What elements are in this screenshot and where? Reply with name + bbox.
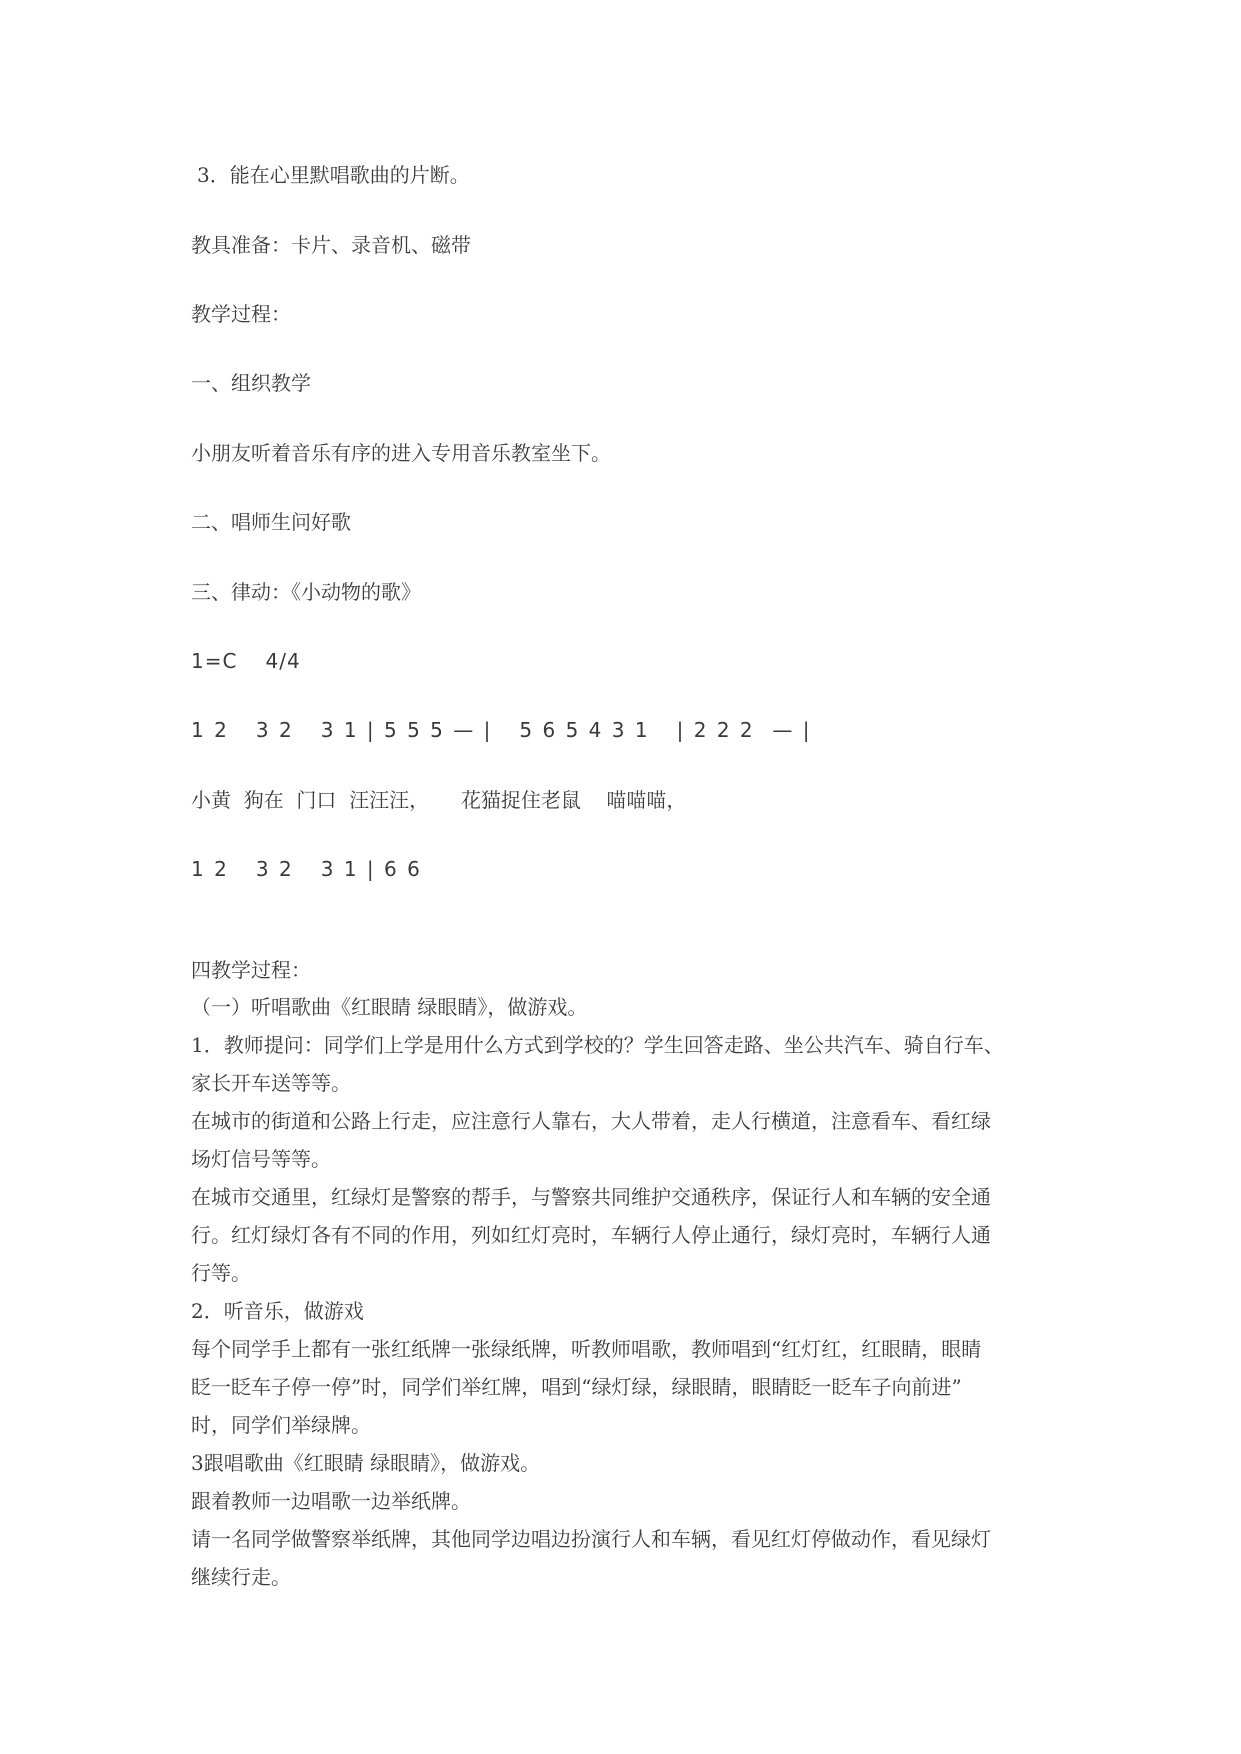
- paragraph-line: 时，同学们举绿牌。: [191, 1413, 371, 1437]
- paragraph-line: 请一名同学做警察举纸牌，其他同学边唱边扮演行人和车辆，看见红灯停做动作，看见绿灯: [191, 1527, 991, 1551]
- paragraph-line: 每个同学手上都有一张红纸牌一张绿纸牌，听教师唱歌，教师唱到“红灯红，红眼睛，眼睛: [191, 1337, 982, 1361]
- section-heading-3: 三、律动：《小动物的歌》: [191, 580, 421, 604]
- notation-line-1: 1 2 3 2 3 1 | 5 5 5 — | 5 6 5 4 3 1 | 2 2 2 — |: [191, 718, 811, 742]
- paragraph-line: 家长开车送等等。: [191, 1071, 351, 1095]
- paragraph-enter-classroom: 小朋友听着音乐有序的进入专用音乐教室坐下。: [191, 441, 611, 465]
- section-heading-4: 四教学过程：: [191, 958, 311, 982]
- teaching-aids: 教具准备：卡片、录音机、磁带: [191, 233, 471, 257]
- section-heading-process: 教学过程：: [191, 302, 291, 326]
- step-heading-2: 2．听音乐，做游戏: [191, 1299, 364, 1323]
- lyrics-line-1: 小黄 狗在 门口 汪汪汪， 花猫捉住老鼠 喵喵喵，: [191, 788, 687, 812]
- paragraph-line: 1．教师提问：同学们上学是用什么方式到学校的？学生回答走路、坐公共汽车、骑自行车、: [191, 1033, 1004, 1057]
- paragraph-line: 在城市交通里，红绿灯是警察的帮手，与警察共同维护交通秩序，保证行人和车辆的安全通: [191, 1185, 991, 1209]
- paragraph-line: 在城市的街道和公路上行走，应注意行人靠右，大人带着，走人行横道，注意看车、看红绿: [191, 1109, 991, 1133]
- objective-3: 3．能在心里默唱歌曲的片断。: [197, 163, 470, 187]
- section-heading-2: 二、唱师生问好歌: [191, 510, 351, 534]
- step-heading-3: 3跟唱歌曲《红眼睛 绿眼睛》，做游戏。: [191, 1451, 541, 1475]
- paragraph-line: 眨一眨车子停一停”时，同学们举红牌，唱到“绿灯绿，绿眼睛，眼睛眨一眨车子向前进”: [191, 1375, 962, 1399]
- section-heading-1: 一、组织教学: [191, 371, 311, 395]
- paragraph-line: 行等。: [191, 1261, 251, 1285]
- subsection-heading-1: （一）听唱歌曲《红眼睛 绿眼睛》，做游戏。: [191, 995, 588, 1019]
- key-signature: 1=C 4/4: [191, 649, 301, 673]
- paragraph-line: 跟着教师一边唱歌一边举纸牌。: [191, 1489, 471, 1513]
- notation-line-2: 1 2 3 2 3 1 | 6 6: [191, 857, 421, 881]
- paragraph-line: 继续行走。: [191, 1565, 291, 1589]
- paragraph-line: 行。红灯绿灯各有不同的作用，列如红灯亮时，车辆行人停止通行，绿灯亮时，车辆行人通: [191, 1223, 991, 1247]
- paragraph-line: 场灯信号等等。: [191, 1147, 331, 1171]
